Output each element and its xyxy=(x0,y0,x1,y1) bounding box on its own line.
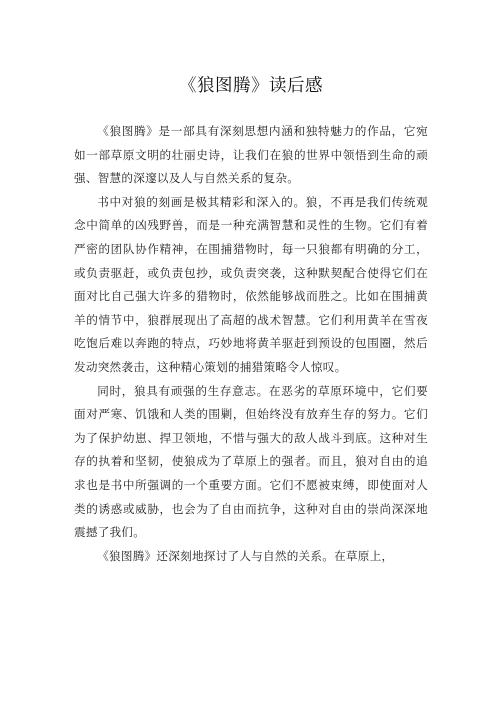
document-body xyxy=(74,120,428,568)
paragraph-3: 同时，狼具有顽强的生存意志。在恶劣的草原环境中，它们要面对严寒、饥饿和人类的围剿，但始终没有放弃生存的努力。它们为了保护幼崽、捍卫领地，不惜与强大的敌人战斗到底。这种对生存的执着和坚韧，使狼成为了草原上的强者。而且，狼对自由的追求也是书中所强调的一个重要方面。它们不愿被束缚，即使面对人类的诱惑或威胁，也会为了自由而抗争，这种对自由的崇尚深深地震撼了我们。 xyxy=(74,383,428,540)
paragraph-2: 书中对狼的刻画是极其精彩和深入的。狼，不再是我们传统观念中简单的凶残野兽，而是一种充满智慧和灵性的生物。它们有着严密的团队协作精神，在围捕猎物时，每一只狼都有明确的分工，或负责驱赶，或负责包抄，或负责突袭，这种默契配合使得它们在面对比自己强大许多的猎物时，依然能够战而胜之。比如在围捕黄羊的情节中，狼群展现出了高超的战术智慧。它们利用黄羊在雪夜吃饱后难以奔跑的特点，巧妙地将黄羊驱赶到预设的包围圈，然后发动突然袭击，这种精心策划的捕猎策略令人惊叹。 xyxy=(74,194,428,374)
document-title: 《狼图腾》读后感 xyxy=(179,76,323,96)
paragraph-4: 《狼图腾》还深刻地探讨了人与自然的关系。在草原上， xyxy=(97,548,394,563)
paragraph-1: 《狼图腾》是一部具有深刻思想内涵和独特魅力的作品，它宛如一部草原文明的壮丽史诗，让我们在狼的世界中领悟到生命的顽强、智慧的深邃以及人与自然关系的复杂。 xyxy=(74,124,428,186)
